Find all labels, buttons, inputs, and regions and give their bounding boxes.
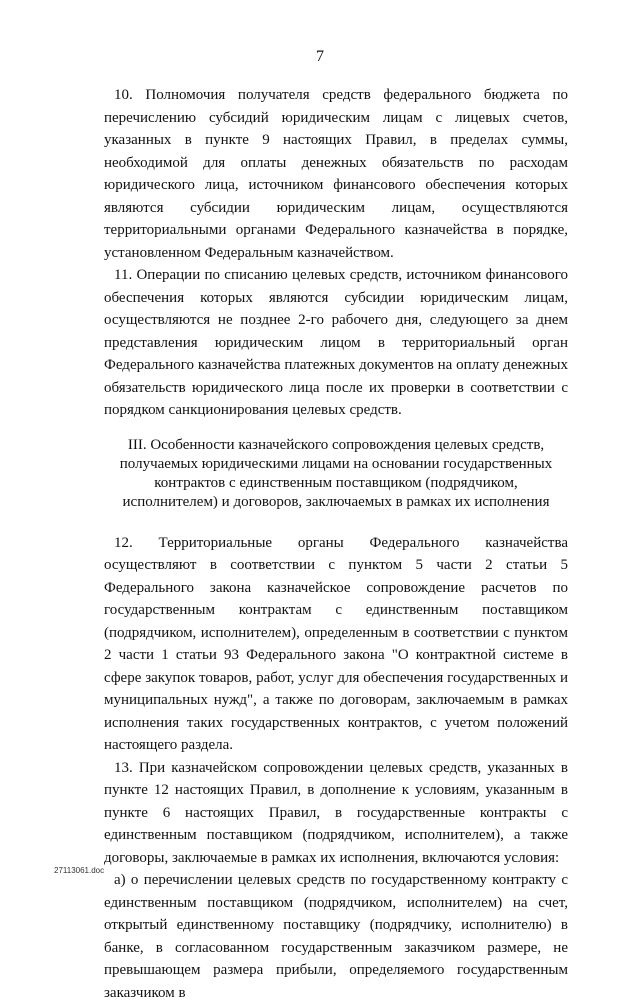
paragraph-12: 12. Территориальные органы Федерального казначейства осуществляют в соответствии с пунктом 5 части 2 статьи 5 Федерального закона казначейское сопровождение расчетов по государственным контрактам с единственным поставщиком (подрядчиком, исполнителем), определенным в соответствии с пунктом 2 части 1 статьи 93 Федерального закона "О контрактной системе в сфере закупок товаров, работ, услуг для обеспечения государственных и муниципальных нужд", а также по договорам, заключаемым в рамках исполнения таких государственных контрактов, с учетом положений настоящего раздела.	[104, 534, 568, 753]
paragraph-13: 13. При казначейском сопровождении целевых средств, указанных в пункте 12 настоящих Правил, в дополнение к условиям, указанным в пункте 6 настоящих Правил, в государственные контракты с единственным поставщиком (подрядчиком, исполнителем), а также договоры, заключаемые в рамках их исполнения, включаются условия:	[104, 759, 568, 866]
section-heading: III. Особенности казначейского сопровождения целевых средств, получаемых юридическими лицами на основании государственных контрактов с единственным поставщиком (подрядчиком, исполнителем) и договоров, заключаемых в рамках их исполнения	[119, 436, 553, 510]
paragraph-10: 10. Полномочия получателя средств федерального бюджета по перечислению субсидий юридическим лицам с лицевых счетов, указанных в пункте 9 настоящих Правил, в пределах суммы, необходимой для оплаты денежных обязательств по расходам юридического лица, источником финансового обеспечения которых являются субсидии юридическим лицам, осуществляются территориальными органами Федерального казначейства в порядке, установленном Федеральным казначейством.	[104, 87, 568, 261]
page-number: 7	[316, 48, 324, 65]
paragraph-11: 11. Операции по списанию целевых средств, источником финансового обеспечения которых являются субсидии юридическим лицам, осуществляются не позднее 2-го рабочего дня, следующего за днем представления юридическим лицом в территориальный орган Федерального казначейства платежных документов на оплату денежных обязательств юридического лица после их проверки в соответствии с порядком санкционирования целевых средств.	[104, 267, 568, 418]
document-id: 27113061.doc	[54, 866, 105, 875]
document-body	[104, 84, 568, 1004]
paragraph-13a: а) о перечислении целевых средств по государственному контракту с единственным поставщиком (подрядчиком, исполнителем) на счет, открытый единственному поставщику (подрядчику, исполнителю) в банке, в согласованном государственным заказчиком размере, не превышающем размера прибыли, определяемого государственным заказчиком в	[104, 872, 568, 1001]
